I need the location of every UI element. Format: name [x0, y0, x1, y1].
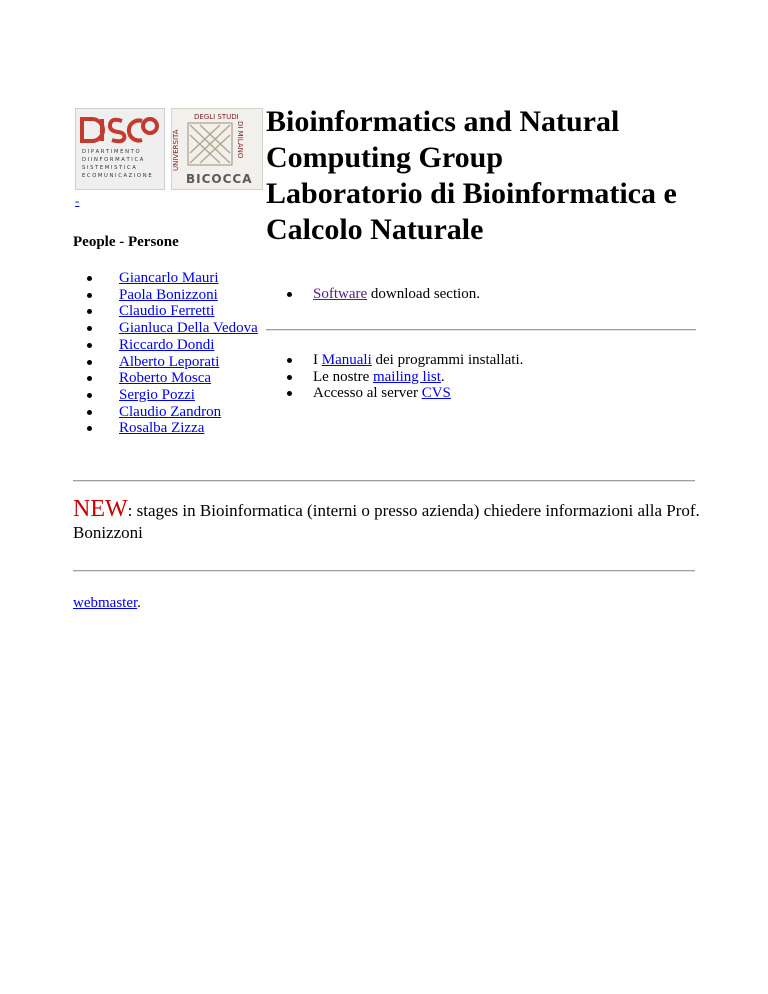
- person-link-pozzi[interactable]: Sergio Pozzi: [119, 386, 195, 403]
- title-line-4: Calcolo Naturale: [266, 213, 484, 246]
- list-item: [73, 404, 263, 421]
- list-item: [73, 303, 263, 320]
- bicocca-side-text: UNIVERSITÀ: [172, 129, 180, 171]
- list-item: [73, 337, 263, 354]
- bicocca-right-text: DI MILANO: [236, 121, 244, 159]
- list-item: [73, 387, 263, 404]
- bicocca-bottom-text: BICOCCA: [186, 172, 253, 186]
- list-item: [73, 370, 263, 387]
- list-item: [266, 369, 696, 386]
- bicocca-top-text: DEGLI STUDI: [194, 113, 239, 121]
- software-list: [266, 286, 696, 303]
- list-item: [266, 352, 696, 369]
- disco-line-3: S I S T E M I S T I C A: [82, 165, 136, 171]
- cvs-link[interactable]: CVS: [421, 385, 451, 402]
- disco-line-2: D I I N F O R M A T I C A: [82, 157, 144, 163]
- people-heading: People - Persone: [73, 234, 179, 250]
- software-link[interactable]: Software: [313, 286, 368, 302]
- person-link-della-vedova[interactable]: Gianluca Della Vedova: [119, 320, 258, 337]
- logo-group: [75, 108, 263, 190]
- resources-list: [266, 352, 696, 402]
- list-item: [73, 287, 263, 304]
- list-item: [266, 286, 696, 303]
- mailing-rest: .: [440, 368, 445, 385]
- disco-logo-graphic: [76, 109, 164, 189]
- manuali-rest: dei programmi installati.: [371, 352, 524, 368]
- list-item: [73, 354, 263, 371]
- news-block: [73, 498, 713, 544]
- person-link-bonizzoni[interactable]: Paola Bonizzoni: [119, 286, 218, 303]
- footer: [73, 595, 141, 612]
- title-line-3: Laboratorio di Bioinformatica e: [266, 177, 677, 210]
- list-item: [73, 320, 263, 337]
- person-link-mosca[interactable]: Roberto Mosca: [119, 370, 212, 387]
- list-item: [73, 420, 263, 437]
- mailing-list-link[interactable]: mailing list: [372, 368, 441, 385]
- mailing-prefix: Le nostre: [313, 368, 373, 385]
- list-item: [73, 270, 263, 287]
- person-link-mauri[interactable]: Giancarlo Mauri: [119, 270, 219, 286]
- disco-line-4: E C O M U N I C A Z I O N E: [82, 173, 152, 179]
- bicocca-logo[interactable]: [171, 108, 263, 190]
- cvs-prefix: Accesso al server: [313, 385, 422, 402]
- divider: [73, 570, 695, 572]
- disco-logo[interactable]: [75, 108, 165, 190]
- webmaster-link[interactable]: webmaster: [73, 595, 138, 611]
- people-list: [73, 270, 263, 437]
- footer-suffix: .: [137, 595, 141, 611]
- manuali-prefix: I: [313, 352, 322, 368]
- divider: [266, 329, 696, 331]
- logo-link[interactable]: -: [75, 193, 80, 208]
- person-link-zandron[interactable]: Claudio Zandron: [119, 403, 222, 420]
- person-link-leporati[interactable]: Alberto Leporati: [119, 353, 220, 370]
- disco-line-1: D I P A R T I M E N T O: [82, 149, 140, 155]
- person-link-zizza[interactable]: Rosalba Zizza: [119, 420, 205, 437]
- title-line-2: Computing Group: [266, 141, 504, 174]
- manuali-link[interactable]: Manuali: [321, 352, 372, 368]
- person-link-ferretti[interactable]: Claudio Ferretti: [119, 303, 215, 320]
- divider: [73, 480, 695, 482]
- title-line-1: Bioinformatics and Natural: [266, 105, 620, 138]
- person-link-dondi[interactable]: Riccardo Dondi: [119, 336, 215, 353]
- new-badge: NEW: [73, 496, 128, 522]
- page-title: [266, 104, 766, 248]
- bicocca-logo-graphic: [172, 109, 262, 189]
- news-text: : stages in Bioinformatica (interni o presso azienda) chiedere informazioni alla Prof. Bonizzoni: [73, 501, 700, 542]
- list-item: [266, 385, 696, 402]
- software-rest: download section.: [367, 286, 481, 302]
